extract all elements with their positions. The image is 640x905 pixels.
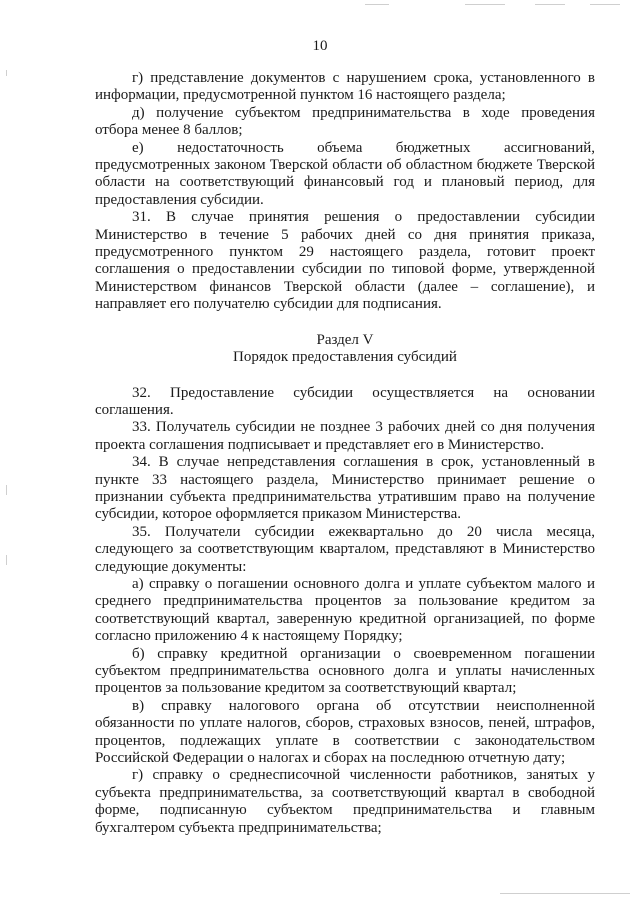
paragraph-clause-32: 32. Предоставление субсидии осуществляется на основании соглашения. bbox=[95, 384, 595, 418]
scan-artifact bbox=[500, 893, 630, 894]
paragraph-clause-31: 31. В случае принятия решения о предоставлении субсидии Министерство в течение 5 рабочих дней со дня принятия приказа, предусмотренного пунктом 29 настоящего раздела, готовит проект соглашения о предоставлении субсидии по типовой форме, утвержденной Министерством финансов Тверской области (далее – соглашение), и направляет его получателю субсидии для подписания. bbox=[95, 209, 595, 313]
section-spacer bbox=[95, 367, 595, 385]
scan-artifact bbox=[465, 4, 505, 5]
section-number: Раздел V bbox=[316, 331, 374, 348]
paragraph-item-a-debt-certificate: а) справку о погашении основного долга и уплате субъектом малого и среднего предпринимательства процентов за пользование кредитом за соответствующий квартал, заверенную кредитной организацией, по форме согласно приложению 4 к настоящему Порядку; bbox=[95, 575, 595, 645]
paragraph-item-b-bank-certificate: б) справку кредитной организации о своевременном погашении субъектом предпринимательства основного долга и уплаты начисленных процентов за пользование кредитом за соответствующий квартал; bbox=[95, 645, 595, 697]
document-body bbox=[95, 70, 595, 837]
paragraph-item-v-tax-certificate: в) справку налогового органа об отсутствии неисполненной обязанности по уплате налогов, сборов, страховых взносов, пеней, штрафов, процентов, подлежащих уплате в соответствии с законодательством Российской Федерации о налогах и сборах на последнюю отчетную дату; bbox=[95, 697, 595, 767]
scan-artifact bbox=[6, 70, 7, 76]
section-title: Порядок предоставления субсидий bbox=[233, 349, 457, 366]
paragraph-item-e-insufficient-funds: е) недостаточность объема бюджетных ассигнований, предусмотренных законом Тверской области об областном бюджете Тверской области на соответствующий финансовый год и плановый период, для предоставления субсидии. bbox=[95, 139, 595, 208]
paragraph-item-d-low-score: д) получение субъектом предпринимательства в ходе проведения отбора менее 8 баллов; bbox=[95, 104, 595, 139]
paragraph-item-g-late-docs: г) представление документов с нарушением срока, установленного в информации, предусмотренной пунктом 16 настоящего раздела; bbox=[95, 70, 595, 104]
paragraph-clause-34: 34. В случае непредставления соглашения в срок, установленный в пункте 33 настоящего раздела, Министерство принимает решение о признании субъекта предпринимательства утратившим право на получение субсидии, которое оформляется приказом Министерства. bbox=[95, 454, 595, 523]
scan-artifact bbox=[535, 4, 565, 5]
paragraph-item-g-headcount-certificate: г) справку о среднесписочной численности работников, занятых у субъекта предпринимательства, за соответствующий квартал в свободной форме, подписанную субъектом предпринимательства и главным бухгалтером субъекта предпринимательства; bbox=[95, 767, 595, 836]
page-number: 10 bbox=[312, 38, 328, 54]
paragraph-clause-35: 35. Получатели субсидии ежеквартально до 20 числа месяца, следующего за соответствующим кварталом, представляют в Министерство следующие документы: bbox=[95, 523, 595, 575]
scan-artifact bbox=[6, 485, 7, 495]
scan-artifact bbox=[6, 555, 7, 565]
scan-artifact bbox=[365, 4, 389, 5]
paragraph-clause-33: 33. Получатель субсидии не позднее 3 рабочих дней со дня получения проекта соглашения подписывает и представляет его в Министерство. bbox=[95, 419, 595, 453]
scan-artifact bbox=[590, 4, 620, 5]
